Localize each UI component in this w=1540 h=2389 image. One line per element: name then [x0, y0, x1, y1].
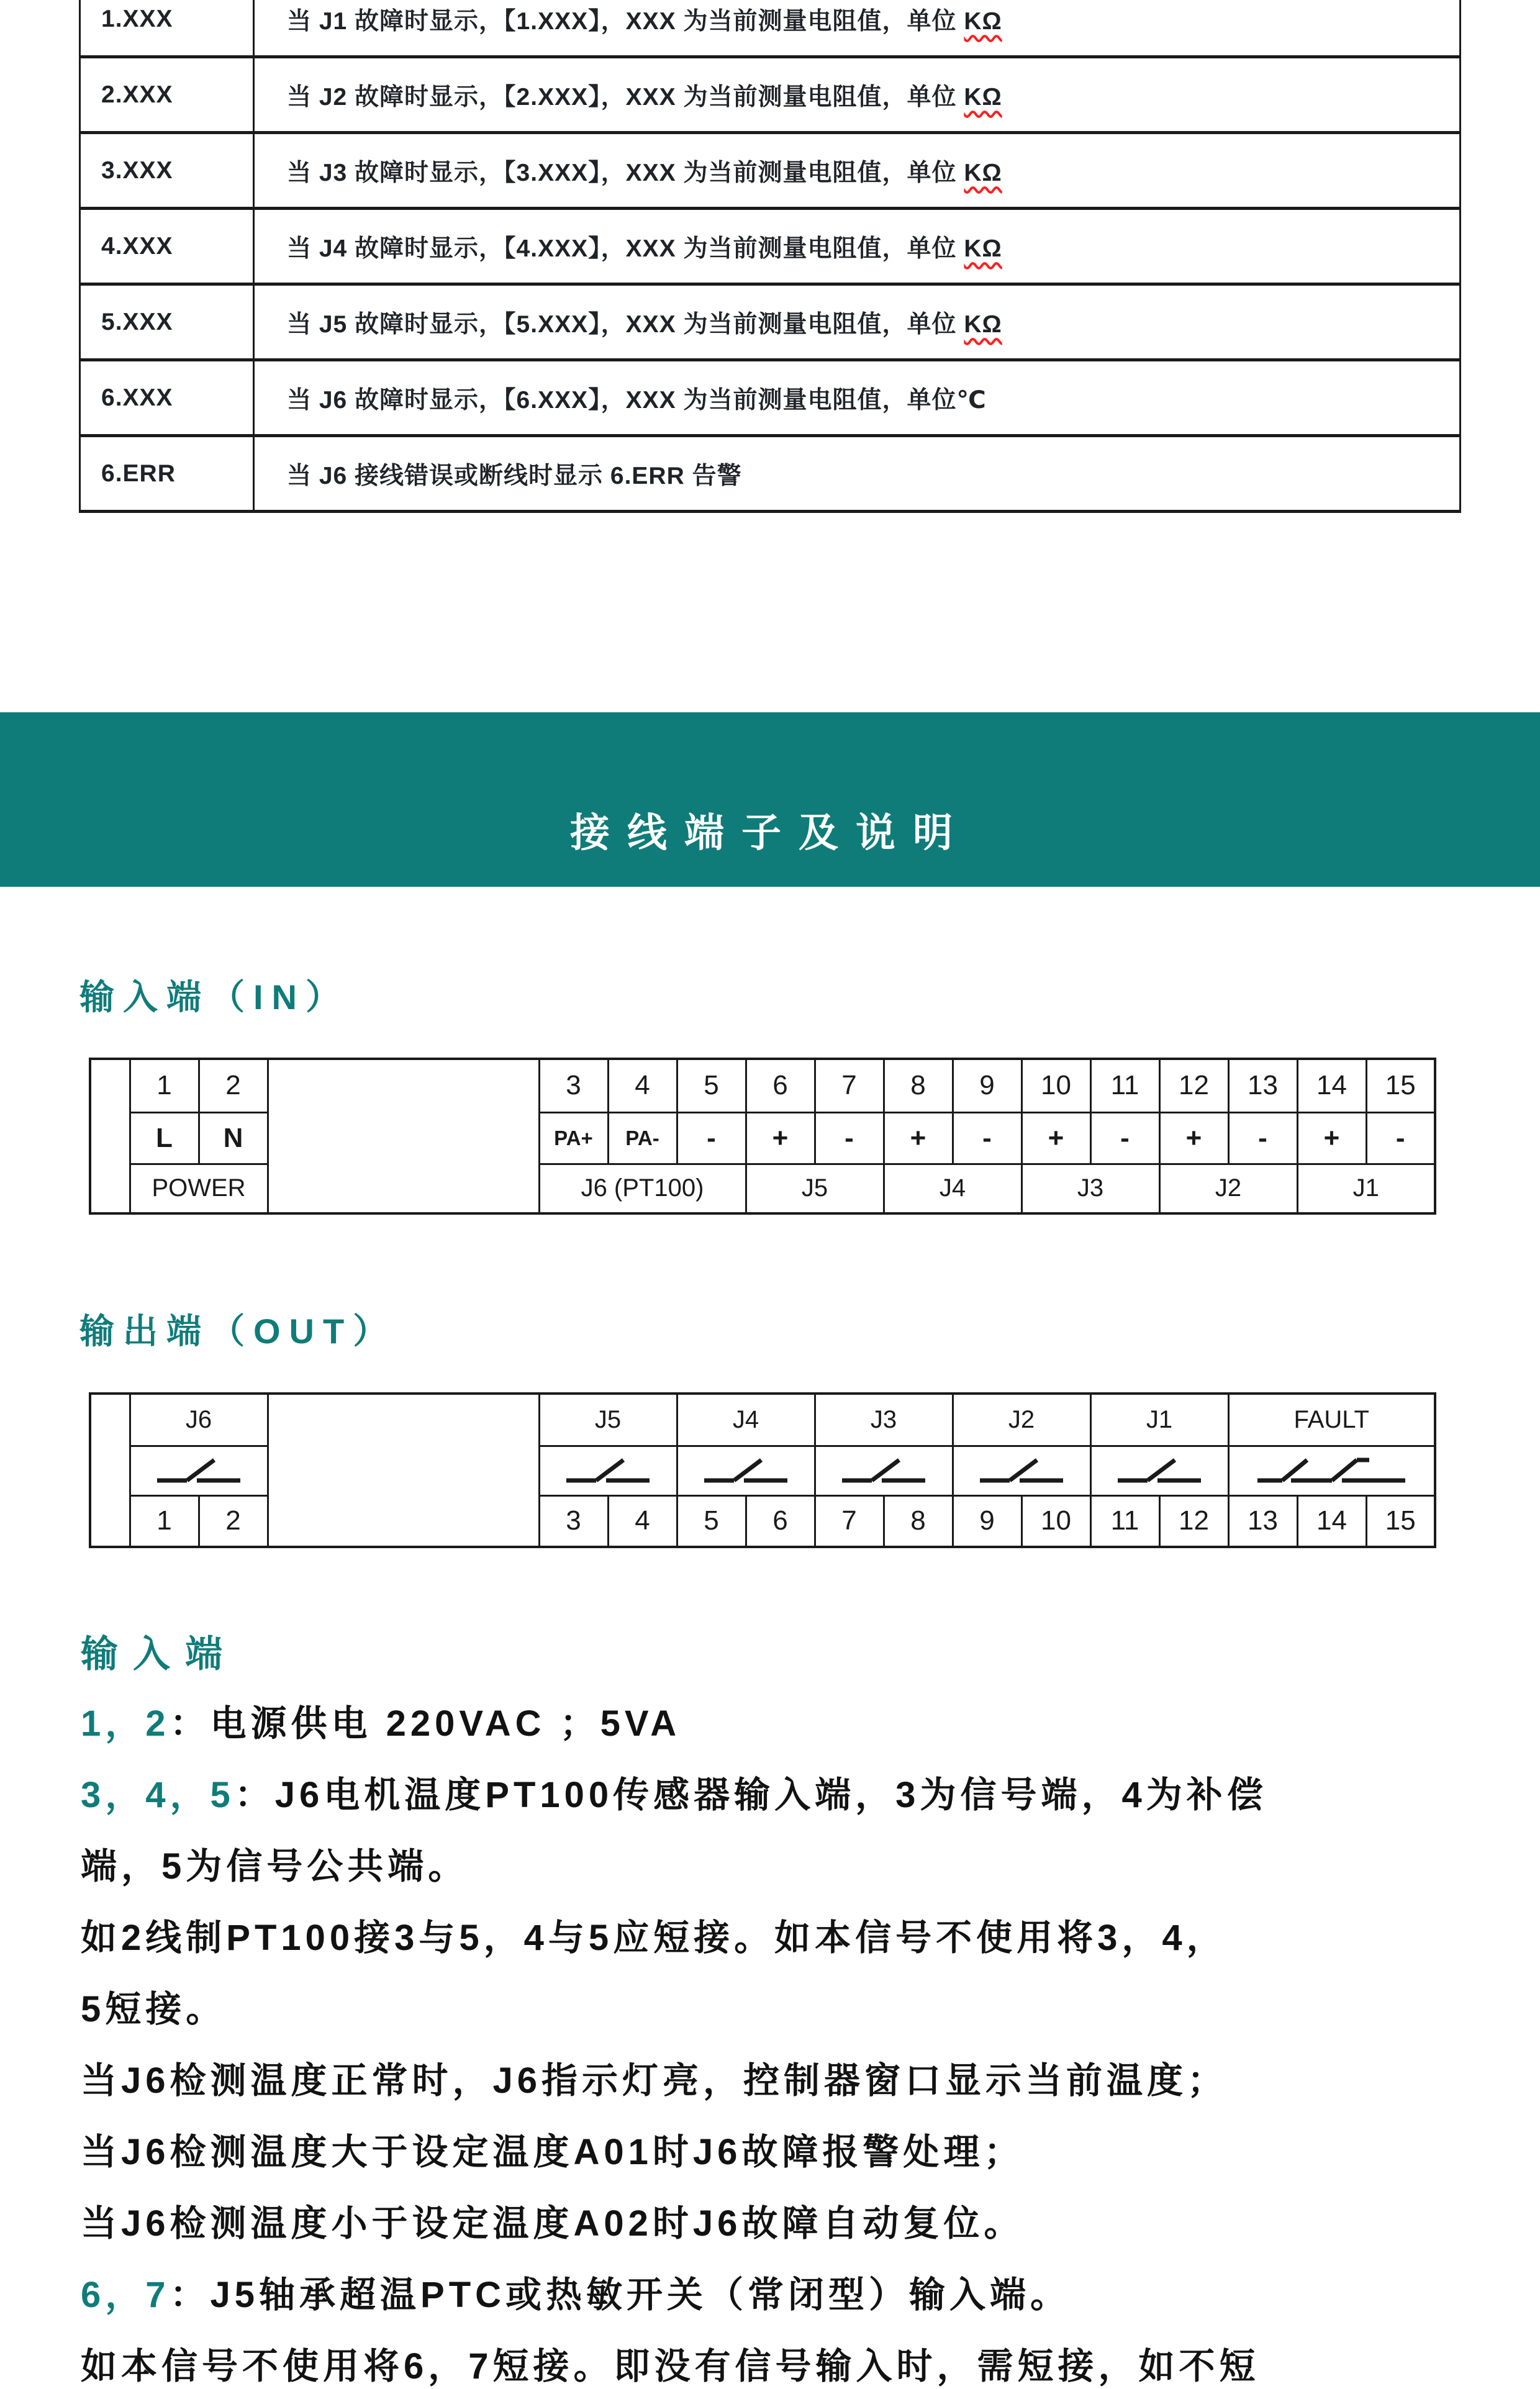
fault-code: 5.XXX [80, 284, 254, 360]
note-text: 当J6检测温度小于设定温度A02时J6故障自动复位。 [81, 2203, 1025, 2244]
terminal-number: 6 [746, 1495, 815, 1547]
terminal-number: 2 [199, 1495, 268, 1547]
note-line [81, 2194, 1521, 2246]
relay-contact-icon [561, 1453, 654, 1489]
relay-contact-icon [152, 1453, 245, 1489]
edge-strip-cell [90, 1394, 130, 1547]
group-label: J1 [1297, 1164, 1435, 1213]
terminal-signal: - [1366, 1112, 1435, 1164]
table-row [80, 0, 1461, 57]
relay-contact-icon [975, 1453, 1068, 1489]
group-label: J1 [1090, 1394, 1228, 1446]
terminal-number: 9 [953, 1059, 1021, 1112]
fault-code: 6.XXX [80, 360, 254, 436]
note-text: 如2线制PT100接3与5，4与5应短接。如本信号不使用将3，4， [81, 1918, 1227, 1958]
terminal-number: 7 [815, 1495, 884, 1547]
terminal-number: 14 [1297, 1495, 1366, 1547]
fault-desc [254, 209, 1461, 284]
terminal-signal: N [199, 1112, 268, 1164]
terminal-signal: L [130, 1112, 199, 1164]
group-label: J5 [746, 1164, 884, 1213]
group-label: J3 [815, 1394, 953, 1446]
spacer-cell [268, 1059, 539, 1213]
terminal-signal: + [1159, 1112, 1228, 1164]
terminal-signal: - [1228, 1112, 1297, 1164]
note-text: 端，5为信号公共端。 [81, 1846, 469, 1887]
note-text: ：J5轴承超温PTC或热敏开关（常闭型）输入端。 [170, 2275, 1071, 2315]
relay-contact-icon [1113, 1453, 1206, 1489]
fault-desc [254, 360, 1461, 436]
terminal-number: 6 [746, 1059, 815, 1112]
banner-title: 接线端子及说明 [570, 810, 970, 855]
fault-desc [254, 0, 1461, 57]
note-text: ：J6电机温度PT100传感器输入端，3为信号端，4为补偿 [234, 1775, 1267, 1815]
fault-desc-text: 当 J4 故障时显示，【4.XXX】，XXX 为当前测量电阻值，单位 [287, 235, 964, 262]
terminal-number: 4 [608, 1059, 677, 1112]
terminal-signal: PA+ [539, 1112, 608, 1164]
terminal-number: 10 [1021, 1059, 1090, 1112]
fault-desc [254, 133, 1461, 209]
terminal-signal: - [677, 1112, 746, 1164]
output-terminals-heading: 输出端（OUT） [79, 1312, 397, 1351]
terminal-number: 8 [884, 1059, 953, 1112]
terminal-signal: + [1021, 1112, 1090, 1164]
note-line [81, 1766, 1521, 1818]
terminal-signal: + [1297, 1112, 1366, 1164]
terminal-number: 7 [815, 1059, 884, 1112]
terminal-number: 15 [1366, 1059, 1435, 1112]
note-text: 如本信号不使用将6，7短接。即没有信号输入时，需短接，如不短 [81, 2346, 1260, 2387]
note-line [81, 1980, 1521, 2032]
terminal-signal: + [884, 1112, 953, 1164]
terminal-number: 1 [130, 1495, 199, 1547]
terminal-number: 3 [539, 1495, 608, 1547]
relay-contact-cell [815, 1446, 953, 1495]
relay-contact-cell [677, 1446, 815, 1495]
table-row [80, 284, 1461, 360]
table-row [80, 209, 1461, 284]
group-label: J4 [677, 1394, 815, 1446]
edge-strip-cell [90, 1059, 130, 1213]
spacer-cell [268, 1394, 539, 1547]
fault-unit: KΩ [964, 159, 1002, 186]
fault-desc-text: 当 J2 故障时显示，【2.XXX】，XXX 为当前测量电阻值，单位 [287, 83, 964, 111]
note-line [81, 1694, 1521, 1746]
note-text: 5短接。 [81, 1989, 227, 2029]
fault-unit: KΩ [964, 311, 1002, 338]
table-row [80, 360, 1461, 436]
terminal-number: 10 [1021, 1495, 1090, 1547]
fault-desc-text: 当 J6 接线错误或断线时显示 6.ERR 告警 [287, 462, 742, 489]
group-label: J6 (PT100) [539, 1164, 746, 1213]
note-line [81, 1837, 1521, 1889]
terminal-number: 4 [608, 1495, 677, 1547]
relay-contact-cell [1228, 1446, 1435, 1495]
terminal-signal: - [815, 1112, 884, 1164]
fault-desc-text: 当 J3 故障时显示，【3.XXX】，XXX 为当前测量电阻值，单位 [287, 159, 964, 186]
terminal-number: 13 [1228, 1495, 1297, 1547]
fault-desc [254, 436, 1461, 512]
fault-code: 6.ERR [80, 436, 254, 512]
table-row [80, 57, 1461, 133]
relay-contact-icon [699, 1453, 792, 1489]
input-terminals-heading: 输入端（IN） [79, 977, 349, 1017]
group-label-power: POWER [130, 1164, 268, 1213]
group-label: J5 [539, 1394, 677, 1446]
table-row [80, 133, 1461, 209]
terminal-number: 9 [953, 1495, 1021, 1547]
terminal-number: 14 [1297, 1059, 1366, 1112]
group-label: J3 [1021, 1164, 1159, 1213]
section-banner [0, 712, 1540, 887]
note-terminal-ref: 6，7 [81, 2275, 170, 2315]
input-terminal-table [89, 1058, 1436, 1215]
fault-desc [254, 284, 1461, 360]
terminal-number: 11 [1090, 1495, 1159, 1547]
fault-unit: KΩ [964, 7, 1002, 35]
terminal-number: 3 [539, 1059, 608, 1112]
terminal-signal: PA- [608, 1112, 677, 1164]
table-row [80, 436, 1461, 512]
terminal-number: 8 [884, 1495, 953, 1547]
terminal-number: 2 [199, 1059, 268, 1112]
group-label: J2 [953, 1394, 1090, 1446]
relay-contact-cell [539, 1446, 677, 1495]
group-label: J4 [884, 1164, 1021, 1213]
note-text: 当J6检测温度正常时，J6指示灯亮，控制器窗口显示当前温度； [81, 2060, 1228, 2101]
group-label: J2 [1159, 1164, 1297, 1213]
fault-unit: KΩ [964, 235, 1002, 262]
fault-code-table [79, 0, 1461, 513]
fault-unit: KΩ [964, 83, 1002, 111]
relay-contact-icon [837, 1453, 930, 1489]
fault-unit: ℃ [956, 386, 987, 414]
relay-contact-cell [953, 1446, 1090, 1495]
terminal-number: 5 [677, 1495, 746, 1547]
note-text: 当J6检测温度大于设定温度A01时J6故障报警处理； [81, 2132, 1025, 2172]
group-label-fault: FAULT [1228, 1394, 1435, 1446]
relay-contact-cell [1090, 1446, 1228, 1495]
terminal-number: 12 [1159, 1059, 1228, 1112]
fault-code: 3.XXX [80, 133, 254, 209]
fault-desc-text: 当 J1 故障时显示，【1.XXX】，XXX 为当前测量电阻值，单位 [287, 7, 964, 35]
terminal-number: 5 [677, 1059, 746, 1112]
terminal-number: 15 [1366, 1495, 1435, 1547]
terminal-number: 12 [1159, 1495, 1228, 1547]
fault-desc-text: 当 J5 故障时显示，【5.XXX】，XXX 为当前测量电阻值，单位 [287, 311, 964, 338]
note-terminal-ref: 3，4，5 [81, 1775, 235, 1815]
note-line [81, 2265, 1521, 2318]
terminal-number: 13 [1228, 1059, 1297, 1112]
note-line [81, 1908, 1521, 1961]
terminal-signal: + [746, 1112, 815, 1164]
terminal-number: 11 [1090, 1059, 1159, 1112]
terminal-signal: - [953, 1112, 1021, 1164]
terminal-signal: - [1090, 1112, 1159, 1164]
output-terminal-table [89, 1392, 1436, 1548]
note-line [81, 2051, 1521, 2103]
fault-code: 1.XXX [80, 0, 254, 57]
terminal-number: 1 [130, 1059, 199, 1112]
note-line [81, 2123, 1521, 2175]
note-text: ：电源供电 220VAC ；5VA [170, 1703, 681, 1744]
relay-contact-double-icon [1254, 1453, 1409, 1489]
fault-code: 2.XXX [80, 57, 254, 133]
input-notes-heading: 输入端 [81, 1633, 237, 1675]
fault-desc-text: 当 J6 故障时显示，【6.XXX】，XXX 为当前测量电阻值，单位 [287, 386, 957, 414]
note-terminal-ref: 1，2 [81, 1703, 170, 1744]
fault-desc [254, 57, 1461, 133]
fault-code: 4.XXX [80, 209, 254, 284]
relay-contact-cell [130, 1446, 268, 1495]
group-label: J6 [130, 1394, 268, 1446]
note-line [81, 2337, 1521, 2389]
